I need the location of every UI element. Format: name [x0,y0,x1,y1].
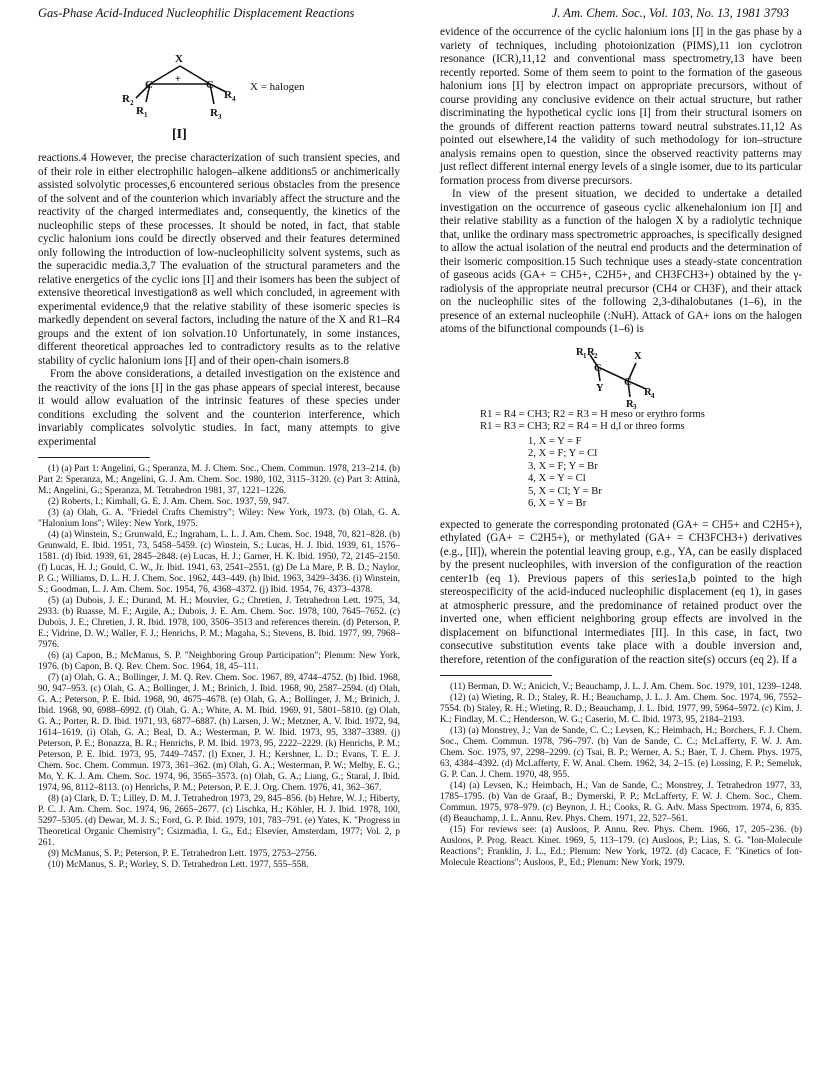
reference-item: (10) McManus, S. P.; Worley, S. D. Tetrahedron Lett. 1977, 555–558. [48,860,309,870]
svg-text:Y: Y [596,382,604,394]
stereo-forms [480,409,802,434]
svg-text:3: 3 [633,402,637,409]
structure-label: [I] [172,127,187,142]
svg-text:X: X [634,350,642,362]
reference-item: (12) (a) Wieting, R. D.; Staley, R. H.; Beauchamp, J. L. J. Am. Chem. Soc. 1974, 96, 7552–7554. (b) Staley, R. H.; Wieting, R. D.; Beauchamp, J. L. Ibid. 1977, 99, 5964–5972. (c) Kim, J. K.; Findlay, M. C.; Henderson, W. G.; Caserio, M. C. Ibid. 1973, 95, 2184–2193. [440,693,802,725]
reference-item: (9) McManus, S. P.; Peterson, P. E. Tetrahedron Lett. 1975, 2753–2756. [48,849,317,859]
svg-text:R: R [122,93,130,105]
structure-I [38,26,400,152]
dihalobutane-structure [440,341,802,409]
svg-text:R: R [224,89,232,101]
left-column [38,26,400,871]
right-paragraph-1: evidence of the occurrence of the cyclic halonium ions [I] in the gas phase by a variety of techniques, including photoionization (PIMS),11 ion cyclotron resonance (ICR),11,12 and conventional mass spectrometry,13 have been recently reported. Some of them seem to point to the formation of the gaseous halonium ions [I] by electron impact on appropriate precursors, without of course providing any conclusive evidence on their actual structure, but rather discriminating the hypothetical cyclic ions [I] from their structural isomers on the grounds of different reaction patterns toward neutral substrates.11,12 As pointed out elsewhere,14 the validity of such methodology for ion–structure analysis remains open to question, since the observed reactivity patterns may just reflect different internal energy levels of a single isomer, due to its particular formation process from diverse precursors. [440,26,802,187]
svg-text:1: 1 [144,111,148,119]
svg-text:2: 2 [594,351,598,360]
svg-text:2: 2 [130,99,134,107]
compound-item: 1, X = Y = F [528,435,582,447]
reference-item: (13) (a) Monstrey, J.; Van de Sande, C. C.; Levsen, K.; Heimbach, H.; Borchers, F. J. Chem. Soc., Chem. Commun. 1978, 796–797. (b) Van de Sande, C. C.; McLafferty, F. W. J. Am. Chem. Soc. 1975, 97, 2298–2299. (c) Tsai, B. P.; Werner, A. S.; Baer, T. J. Chem. Phys. 1975, 63, 4384–4392. (d) McLafferty, F. W. Anal. Chem. 1962, 34, 2–15. (e) Lossing, F. P.; Semeluk, G. P. Can. J. Chem. 1970, 48, 955. [440,726,802,780]
compound-item: 5, X = Cl; Y = Br [528,485,602,497]
left-paragraph-1: reactions.4 However, the precise characterization of such transient species, and of their role in either electrophilic halogen–alkene additions5 or anchimerically assisted solvolytic processes,6 encountered serious obstacles from the presence of the solvent and of the counterion which invariably affect the structure and the reactivity of the charged intermediates and, consequently, the kinetics of the nucleophilic steps of these processes. It should be noted, in fact, that stable cyclic halonium ions could be directly observed and their features determined only following the introduction of low-nucleophilicity solvent systems, such as the superacidic media.3,7 The evaluation of the structural parameters and the relative energetics of the cyclic ions [I] and their isomers has been the subject of extensive theoretical investigation8 as well which concluded, in agreement with experimental evidence,9 that the relative stability of these isomeric species is markedly dependent on several factors, including the nature of the X and R1–R4 groups and the extent of ion solvation.10 Unfortunately, in some instances, different theoretical approaches led to contradictory results as to the relative stability of cyclic halonium ions [I] and of their open-chain isomers.8 [38,152,400,367]
reference-item: (15) For reviews see: (a) Ausloos, P. Annu. Rev. Phys. Chem. 1966, 17, 205–236. (b) Ausloos, P. Prog. React. Kinet. 1969, 5, 113–179. (c) Ausloos, P.; Lias, S. G. "Ion-Molecule Reactions"; Franklin, J. L., Ed.; Plenum: New York, 1972. (d) Cacace, F. "Kinetics of Ion-Molecule Reactions"; Ausloos, P., Ed.; Plenum: New York, 1979. [440,825,802,868]
left-paragraph-2: From the above considerations, a detailed investigation on the existence and the reactivity of the ions [I] in the gas phase appears of special interest, because it would allow evaluation of the intrinsic features of these species under conditions excluding the solvent and the counterion interference, which invariably complicates solvolytic studies. In fact, many attempts to give experimental [38,368,400,448]
reference-item: (1) (a) Part 1: Angelini, G.; Speranza, M. J. Chem. Soc., Chem. Commun. 1978, 213–214. (b) Part 2: Speranza, M.; Angelini, G. J. Am. Chem. Soc. 1980, 102, 3115–3120. (c) Part 3: Attinà, M.; Angelini, G.; Speranza, M. Tetrahedron 1981, 37, 1221–1226. [38,464,400,496]
svg-text:X: X [175,53,183,65]
svg-text:1: 1 [583,351,587,360]
compound-item: 2, X = F; Y = Cl [528,448,598,459]
x-definition: X = halogen [250,81,305,93]
svg-text:3: 3 [218,113,222,121]
compound-item: 4, X = Y = Cl [528,473,586,484]
compound-list [528,436,802,511]
svg-text:C: C [624,376,632,388]
reference-item: (14) (a) Levsen, K.; Heimbach, H.; Van de Sande, C.; Monstrey, J. Tetrahedron 1977, 33, 1785–1795. (b) Van de Graaf, B.; Dymerski, P. P.; McLafferty, F. W. J. Chem. Soc., Chem. Commun. 1975, 978–979. (c) Beynon, J. H.; Cooks, R. G. Adv. Mass Spectrom. 1974, 6, 835. (d) Beauchamp, J. L. Annu. Rev. Phys. Chem. 1971, 22, 527–561. [440,781,802,824]
running-header [38,6,789,22]
reference-item: (2) Roberts, I.; Kimball, G. E. J. Am. Chem. Soc. 1937, 59, 947. [48,497,290,507]
svg-text:R: R [644,386,652,398]
form-line: R1 = R4 = CH3; R2 = R3 = H meso or erythro forms [480,408,705,420]
reference-item: (8) (a) Clark, D. T.; Lilley, D. M. J. Tetrahedron 1973, 29, 845–856. (b) Hehre, W. J.; Hiberty, P. C. J. Am. Chem. Soc. 1974, 96, 2665–2677. (c) Lischka, H.; Köhler, H. J. Ibid. 1978, 100, 5297–5305. (d) Dewar, M. J. S.; Ford, G. P. Ibid. 1979, 101, 783–791. (e) Yates, K. "Progress in Theoretical Organic Chemistry"; Csizmadia, I. G., Ed.; Elsevier, Amsterdam, 1977; Vol. 2, p 261. [38,794,400,848]
reference-item: (7) (a) Olah, G. A.; Bollinger, J. M. Q. Rev. Chem. Soc. 1967, 89, 4744–4752. (b) Ibid. 1968, 90, 947–953. (c) Olah, G. A.; Bollinger, J. M.; Brinich, J. Ibid. 1968, 90, 2587–2594. (d) Olah, G. A.; Peterson, P. E. Ibid. 1968, 90, 4675–4678. (e) Olah, G. A.; Bollinger, J. M.; Brinich, J. Ibid. 1968, 90, 6988–6992. (f) Olah, G. A.; White, A. M. Ibid. 1969, 91, 5801–5810. (g) Olah, G. A.; Porter, R. D. Ibid. 1971, 93, 6877–6887. (h) Larsen, J. W.; Metzner, A. V. Ibid. 1972, 94, 1614–1619. (i) Olah, G. A.; Beal, D. A.; Westerman, P. W. Ibid. 1973, 95, 3387–3389. (j) Peterson, P. E.; Bonazza, B. R.; Henrichs, P. M. Ibid. 1973, 95, 2222–2229. (k) Henrichs, P. M.; Peterson, P. E. Ibid. 1973, 95, 7449–7457. (l) Exner, J. H.; Kershner, L. D.; Evans, T. E. J. Chem. Soc. Chem. Commun. 1973, 361–362. (m) Olah, G. A.; Westerman, P. W.; Melby, E. G.; Mo, Y. K. J. Am. Chem. Soc. 1974, 96, 3565–3573. (n) Olah, G. A.; Liang, G.; Staral, J. Ibid. 1974, 96, 8112–8113. (o) Henrichs, P. M.; Peterson, P. E. J. Org. Chem. 1976, 41, 362–367. [38,673,400,793]
reference-item: (4) (a) Winstein, S.; Grunwald, E.; Ingraham, L. L. J. Am. Chem. Soc. 1948, 70, 821–828. (b) Grunwald, E. Ibid. 1951, 73, 5458–5459. (c) Winstein, S.; Lucas, H. J. Ibid. 1939, 61, 1576–1581. (d) Ibid. 1939, 61, 2845–2848. (e) Lucas, H. J.; Garner, H. K. Ibid. 1950, 72, 2145–2150. (f) Lucas, H. J.; Gould, C. W., Jr. Ibid. 1941, 63, 2541–2551. (g) De La Mare, P. B. D.; Naylor, P. G.; Williams, D. L. H. J. Chem. Soc. 1962, 443–449. (h) Ibid. 1963, 3429–3436. (i) Winstein, S.; Goodman, L. J. Am. Chem. Soc. 1954, 76, 4368–4372. (j) Ibid. 1954, 76, 4373–4378. [38,530,400,595]
svg-text:C: C [145,79,153,91]
compound-item: 6, X = Y = Br [528,498,587,509]
reference-item: (6) (a) Capon, B.; McManus, S. P. "Neighboring Group Participation"; Plenum: New York, 1976. (b) Capon, B. Q. Rev. Chem. Soc. 1964, 18, 45–111. [38,651,400,672]
form-line: R1 = R3 = CH3; R2 = R4 = H d,l or threo forms [480,421,685,432]
svg-text:C: C [206,79,214,91]
svg-text:R: R [210,107,218,119]
right-paragraph-3: expected to generate the corresponding protonated (GA+ = CH5+ and C2H5+), ethylated (GA+ = C2H5+), or methylated (GA+ = CH3FCH3+) derivatives (e.g., [II]), wherein the potential leaving group, e.g., YA, can be easily displaced by the present nucleophiles, with inversion of the configuration of the reaction center1b (eq 1). Previous papers of this series1a,b pointed to the high stereospecificity of the acid-induced nucleophilic displacement (eq 1), in gases at atmospheric pressure, and the predominance of retained product over the inverted one, when efficient neighboring group effects are involved in the displacement on bifunctional intermediates [II]. In this case, in fact, two consecutive substitution events take place with a double inversion and, therefore, retention of the configuration of the reaction site(s) occurs (eq 2). If a [440,518,802,666]
right-column [440,26,802,869]
dihalobutane-drawing [440,341,802,409]
left-references [38,464,400,871]
right-paragraph-2: In view of the present situation, we decided to undertake a detailed investigation on the occurrence of gaseous cyclic alkenehalonium ion [I] and their relative stability as a function of the halogen X by a radiolytic technique that, unlike the ordinary mass spectrometric approaches, is specifically designed to allow the actual isolation of the neutral end products and the determination of their isomeric composition.15 Such technique uses a steady-state concentration of gaseous acids (GA+ = CH5+, C2H5+, and CH3FCH3+) obtained by the γ-radiolysis of the appropriate neutral precursor (CH4 or CH3F), and their attack on the nucleophilic sites of the following 2,3-dihalobutanes (1–6), in the presence of an external nucleophile (:NuH). Attack of GA+ ions on the halogen atoms of the bifunctional compounds (1–6) is [440,188,802,335]
svg-text:+: + [175,74,181,85]
svg-text:R: R [136,105,144,117]
svg-text:4: 4 [651,391,655,400]
svg-text:R: R [587,346,595,358]
svg-text:C: C [594,362,602,374]
reference-item: (5) (a) Dubois, J. E.; Durand, M. H.; Mouvier, G.; Chretien, J. Tetrahedron Lett. 1975, 34, 2933. (b) Ruasse, M. F.; Argile, A.; Dubois, J. E. Am. Chem. Soc. 1978, 100, 7645–7652. (c) Dubois, J. E.; Chretien, J. R. Ibid. 1978, 100, 3506–3513 and references therein. (d) Peterson, P. E.; Vidrine, D. W.; Waller, F. J.; Henrichs, P. M.; Magaha, S.; Stevens, B. Ibid. 1977, 99, 7968–7976. [38,596,400,650]
svg-text:R: R [576,346,584,358]
footnote-rule [440,675,552,676]
reference-item: (3) (a) Olah, G. A. "Friedel Crafts Chemistry"; Wiley: New York, 1973. (b) Olah, G. A. "Halonium Ions"; Wiley: New York, 1975. [38,508,400,529]
reference-item: (11) Berman, D. W.; Anicich, V.; Beauchamp, J. L. J. Am. Chem. Soc. 1979, 101, 1239–1248. [450,682,802,692]
right-references [440,682,802,869]
svg-text:4: 4 [232,95,236,103]
compound-item: 3, X = F; Y = Br [528,460,598,472]
svg-text:R: R [626,398,634,409]
running-title: Gas-Phase Acid-Induced Nucleophilic Displacement Reactions [38,6,355,20]
journal-citation: J. Am. Chem. Soc., Vol. 103, No. 13, 1981 3793 [551,6,789,20]
halonium-structure-drawing [38,26,400,152]
footnote-rule [38,457,150,458]
